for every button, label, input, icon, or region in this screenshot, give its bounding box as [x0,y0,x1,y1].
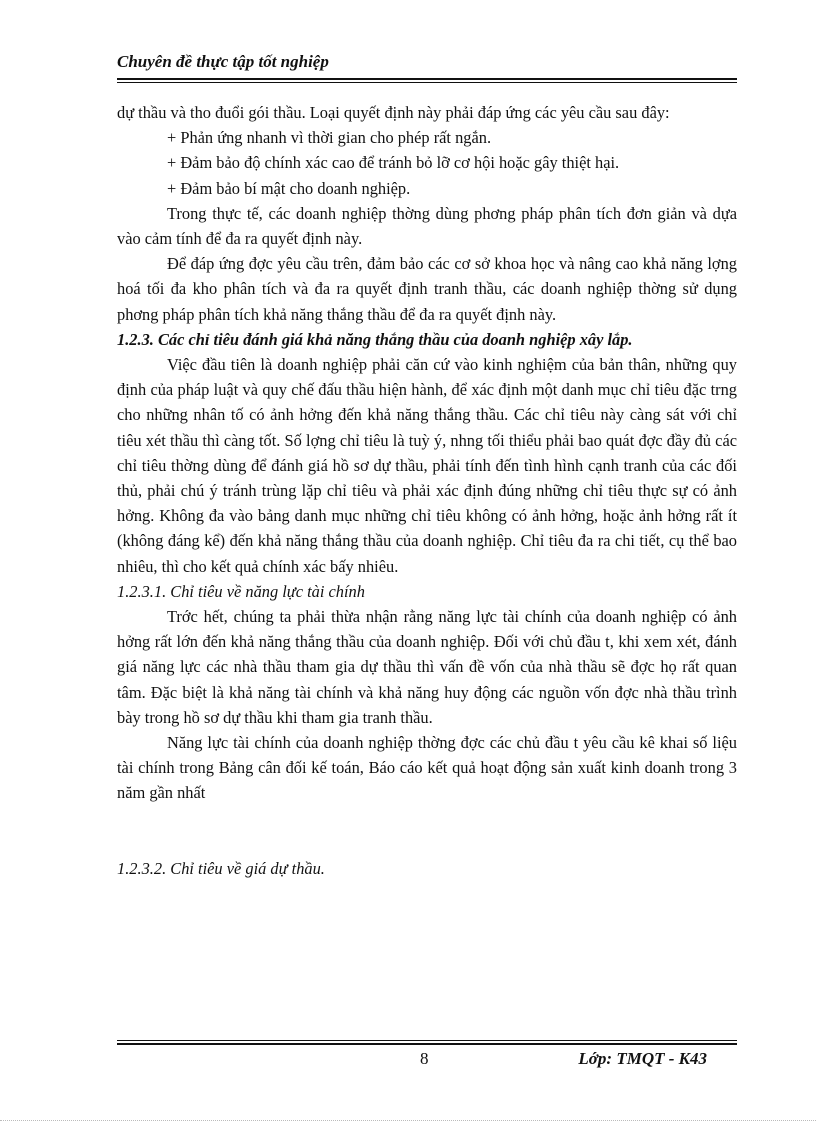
page-number: 8 [420,1049,429,1068]
running-header: Chuyên đề thực tập tốt nghiệp [117,52,329,71]
paragraph: Năng lực tài chính của doanh nghiệp thờng đợc các chủ đầu t yêu cầu kê khai số liệu tài chính trong Bảng cân đối kế toán, Báo cáo kết quả hoạt động sản xuất kinh doanh trong 3 năm gần nhất [117,733,737,803]
bullet-item: + Đảm bảo độ chính xác cao để tránh bỏ lỡ cơ hội hoặc gây thiệt hại. [167,153,620,173]
footer-rule-thin [117,1040,737,1041]
section-heading: 1.2.3. Các chỉ tiêu đánh giá khả năng thắng thầu của doanh nghiệp xây lắp. [117,329,633,349]
paragraph: dự thầu và tho đuổi gói thầu. Loại quyết định này phải đáp ứng các yêu cầu sau đây: [117,103,670,122]
subsection-heading: 1.2.3.2. Chỉ tiêu về giá dự thầu. [117,858,325,878]
page-boundary-dotted-line [0,1120,816,1121]
paragraph: Để đáp ứng đợc yêu cầu trên, đảm bảo các cơ sở khoa học và nâng cao khả năng lợng hoá tối đa kho phân tích và đa ra quyết định tranh thầu, các doanh nghiệp thờng sử dụng phơng pháp phân tích khả năng thắng thầu để đa ra quyết định này. [117,254,737,324]
subsection-heading: 1.2.3.1. Chỉ tiêu về năng lực tài chính [117,581,365,601]
body-text [117,100,737,881]
bullet-item: + Phản ứng nhanh vì thời gian cho phép rất ngắn. [167,128,492,148]
paragraph: Việc đầu tiên là doanh nghiệp phải căn cứ vào kinh nghiệm của bản thân, những quy định của pháp luật và quy chế đấu thầu hiện hành, để xác định một danh mục chỉ tiêu đặc trng cho những nhân tố có ảnh hởng đến khả năng thắng thầu. Các chỉ tiêu này càng sát với chỉ tiêu xét thầu thì càng tốt. Số lợng chỉ tiêu là tuỳ ý, nhng tối thiểu phải bao quát đợc đầy đủ các chỉ tiêu thờng dùng để đánh giá hồ sơ dự thầu, phải tính đến tình hình cạnh tranh của các đối thủ, phải chú ý tránh trùng lặp chỉ tiêu và phải xác định đúng những chỉ tiêu thực sự có ảnh hởng. Không đa vào bảng danh mục những chỉ tiêu không có ảnh hởng, hoặc ảnh hởng rất ít (không đáng kể) đến khả năng thắng thầu của doanh nghiệp. Chỉ tiêu đa ra chi tiết, cụ thể bao nhiêu, thì cho kết quả chính xác bấy nhiêu. [117,355,737,576]
header-rule-thick [117,78,737,80]
page-footer [117,1049,737,1073]
bullet-item: + Đảm bảo bí mật cho doanh nghiệp. [167,178,411,198]
header-rule-thin [117,82,737,83]
footer-rule-thick [117,1043,737,1045]
class-label: Lớp: TMQT - K43 [578,1049,707,1068]
paragraph: Trớc hết, chúng ta phải thừa nhận rằng năng lực tài chính của doanh nghiệp có ảnh hởng rất lớn đến khả năng thắng thầu của doanh nghiệp. Đối với chủ đầu t, khi xem xét, đánh giá năng lực các nhà thầu tham gia dự thầu thì vấn đề vốn của nhà thầu sẽ đợc họ rất quan tâm. Đặc biệt là khả năng tài chính và khả năng huy động các nguồn vốn đợc nhà thầu trình bày trong hồ sơ dự thầu khi tham gia tranh thầu. [117,607,737,727]
paragraph: Trong thực tế, các doanh nghiệp thờng dùng phơng pháp phân tích đơn giản và dựa vào cảm tính để đa ra quyết định này. [117,203,737,249]
spacer [117,806,737,856]
